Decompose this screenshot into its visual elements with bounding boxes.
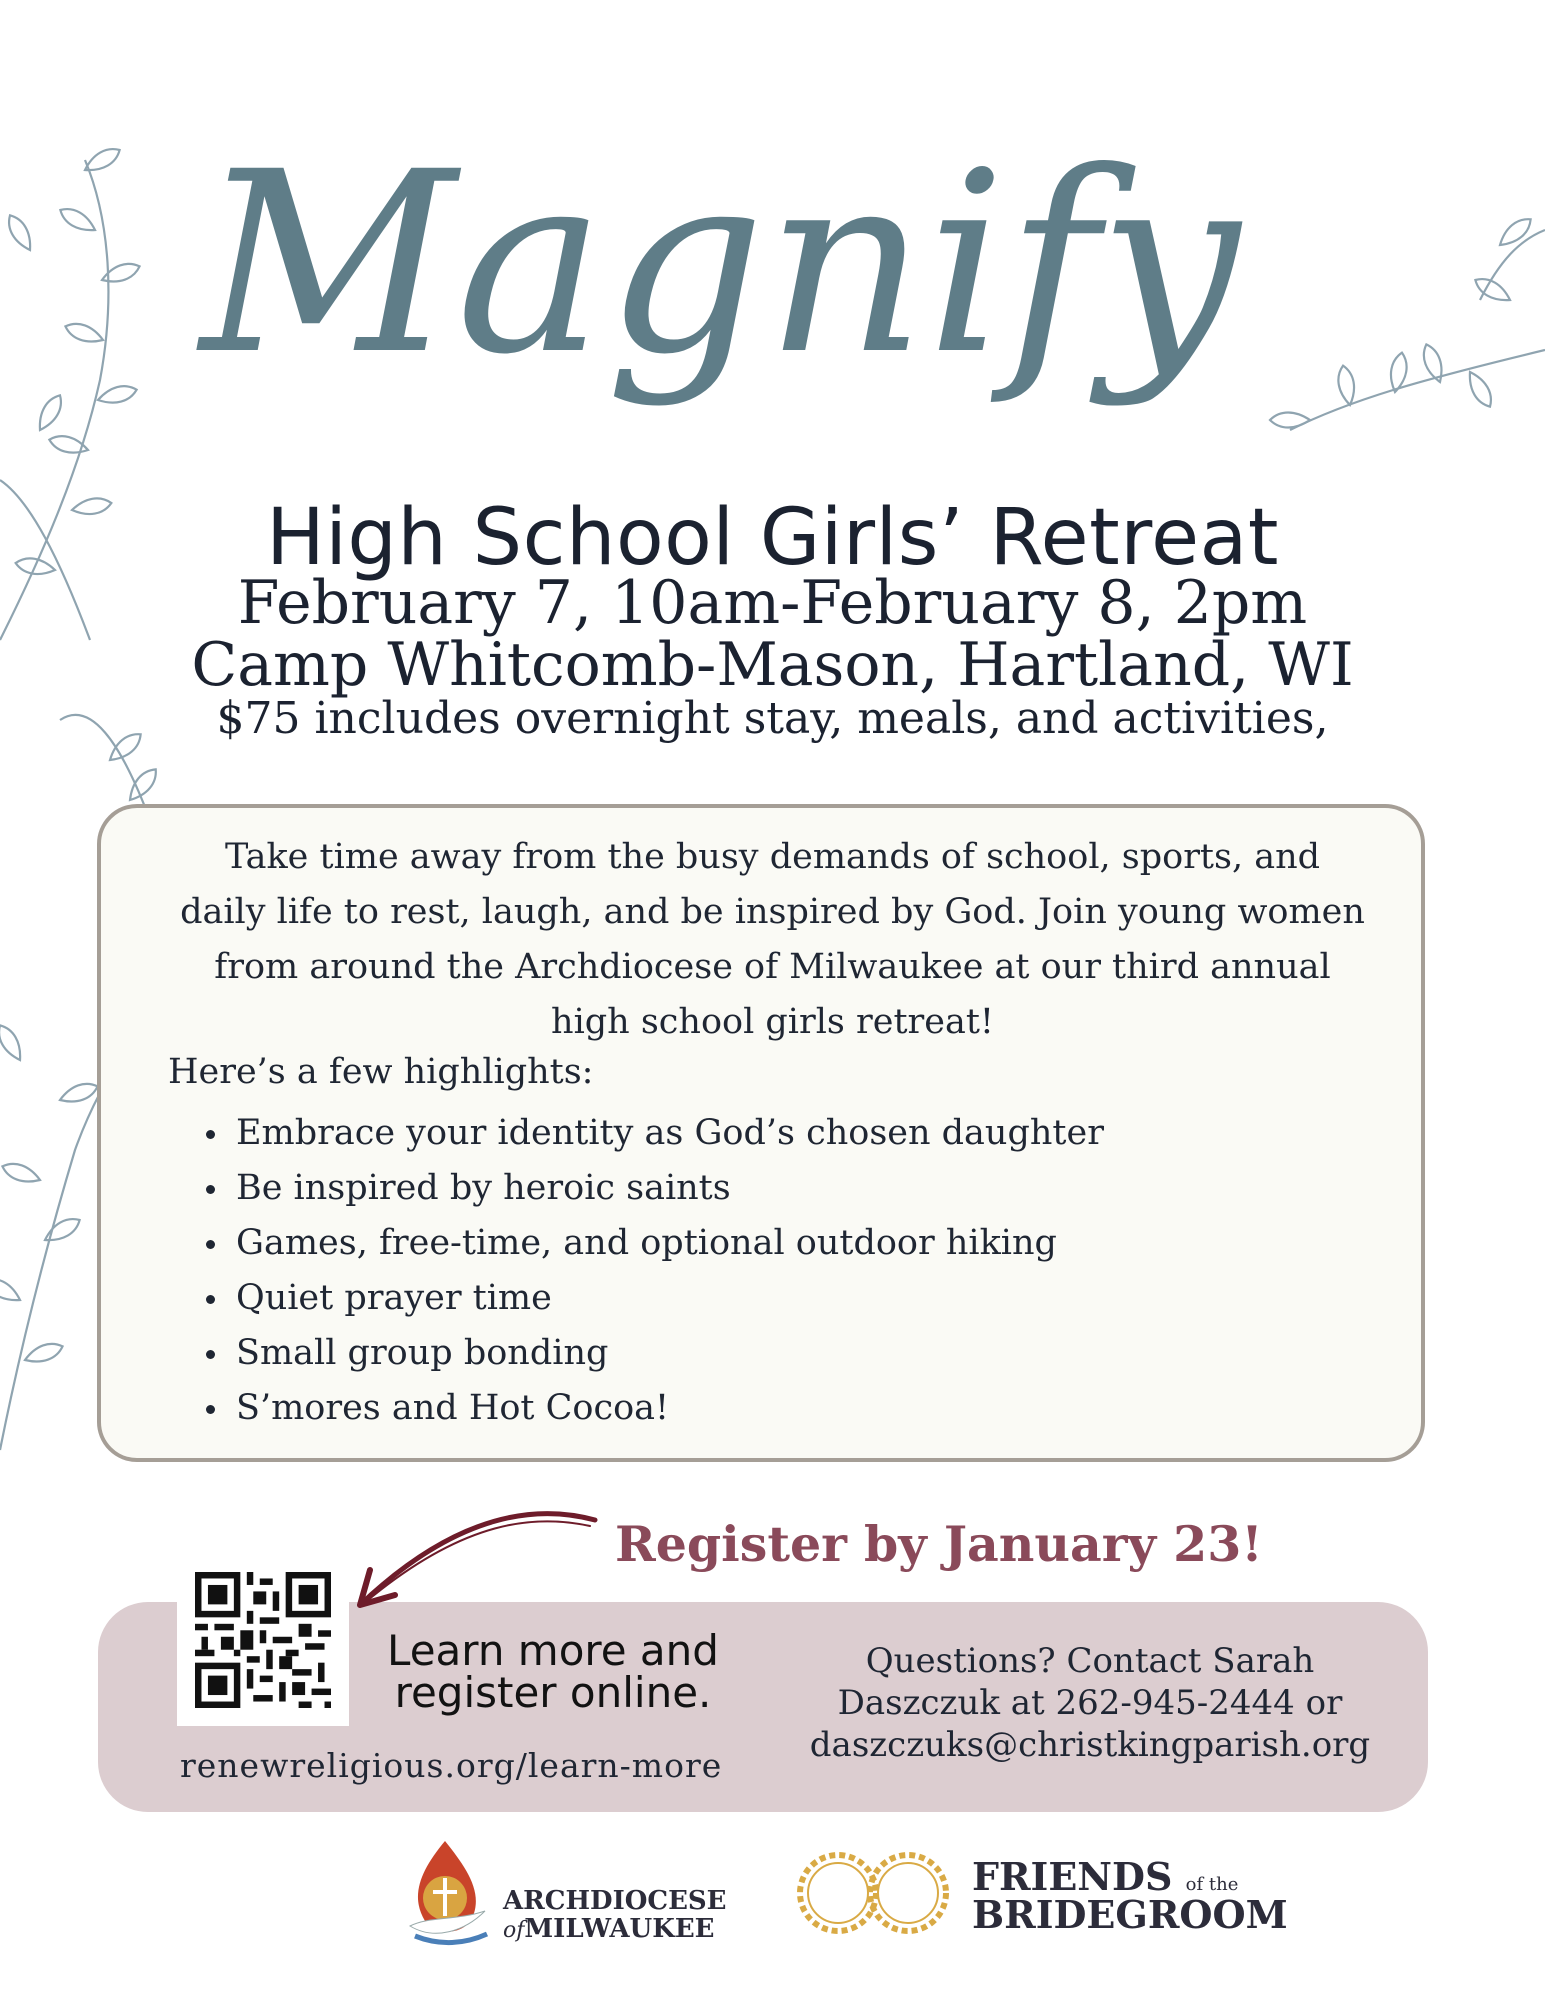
event-location: Camp Whitcomb-Mason, Hartland, WI bbox=[191, 630, 1354, 700]
friends-line2: BRIDEGROOM bbox=[972, 1892, 1288, 1937]
intro-line: from around the Archdiocese of Milwaukee at our third annual bbox=[214, 947, 1331, 987]
contact-email-link[interactable]: daszczuks@christkingparish.org bbox=[809, 1725, 1371, 1765]
event-price: $75 includes overnight stay, meals, and activities, bbox=[216, 693, 1329, 744]
archdiocese-milwaukee: MILWAUKEE bbox=[524, 1914, 715, 1944]
friends-of-the: of the bbox=[1185, 1874, 1239, 1895]
register-url-link[interactable]: renewreligious.org/learn-more bbox=[180, 1746, 723, 1785]
learn-line: register online. bbox=[394, 1668, 712, 1717]
intro-line: high school girls retreat! bbox=[551, 1002, 994, 1042]
learn-line: Learn more and bbox=[387, 1626, 719, 1675]
arrow-icon bbox=[340, 1500, 610, 1620]
friends-of-the-bridegroom-logo bbox=[790, 1838, 1288, 1948]
highlights-heading: Here’s a few highlights: bbox=[168, 1052, 594, 1092]
learn-more-text bbox=[368, 1626, 738, 1717]
crowns-icon bbox=[790, 1843, 960, 1943]
register-deadline: Register by January 23! bbox=[615, 1515, 1263, 1573]
intro-line: daily life to rest, laugh, and be inspired by God. Join young women bbox=[180, 892, 1365, 932]
list-item: S’mores and Hot Cocoa! bbox=[236, 1381, 1104, 1436]
list-item: Quiet prayer time bbox=[236, 1271, 1104, 1326]
svg-text:Magnify: Magnify bbox=[200, 118, 1240, 409]
contact-line: Daszczuk at 262-945-2444 or bbox=[837, 1683, 1343, 1723]
archdiocese-of: of bbox=[503, 1918, 525, 1943]
contact-line: Questions? Contact Sarah bbox=[865, 1641, 1315, 1681]
list-item: Embrace your identity as God’s chosen daughter bbox=[236, 1106, 1104, 1161]
flame-dove-icon bbox=[395, 1836, 495, 1951]
list-item: Small group bonding bbox=[236, 1326, 1104, 1381]
intro-line: Take time away from the busy demands of school, sports, and bbox=[224, 837, 1321, 877]
script-title-magnify bbox=[120, 95, 1320, 495]
intro-paragraph bbox=[150, 830, 1395, 1050]
archdiocese-line1: ARCHDIOCESE bbox=[503, 1886, 727, 1916]
highlights-list bbox=[236, 1106, 1104, 1436]
subtitle: High School Girls’ Retreat bbox=[266, 493, 1279, 583]
contact-info bbox=[790, 1640, 1390, 1766]
list-item: Be inspired by heroic saints bbox=[236, 1161, 1104, 1216]
archdiocese-line2 bbox=[503, 1914, 714, 1944]
event-dates: February 7, 10am-February 8, 2pm bbox=[237, 568, 1308, 638]
qr-code-icon bbox=[195, 1572, 331, 1708]
archdiocese-logo bbox=[385, 1828, 727, 1956]
friends-word: FRIENDS bbox=[972, 1854, 1173, 1899]
qr-code[interactable] bbox=[177, 1558, 349, 1726]
list-item: Games, free-time, and optional outdoor hiking bbox=[236, 1216, 1104, 1271]
